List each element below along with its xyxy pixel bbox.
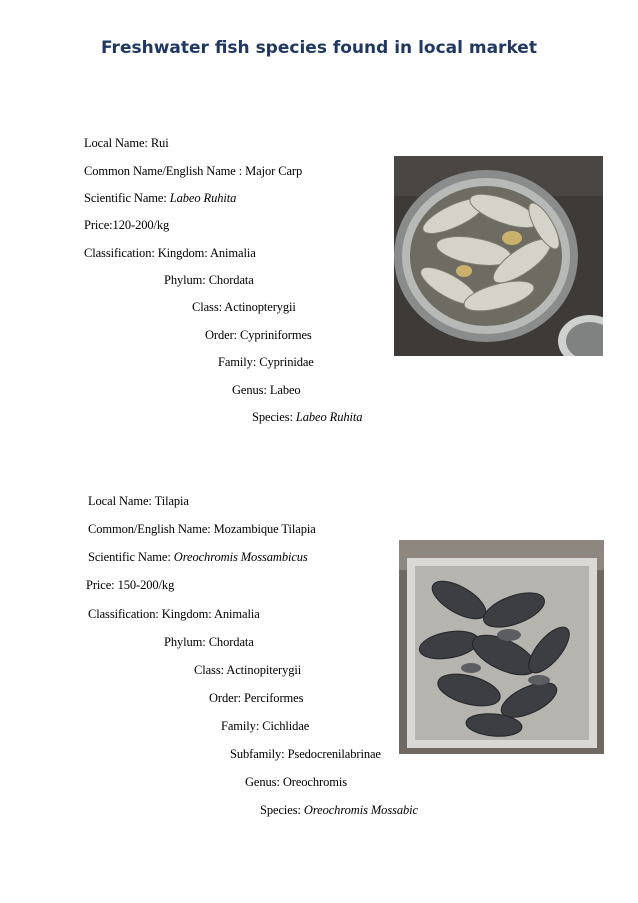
classification-kingdom: Classification: Kingdom: Animalia xyxy=(88,607,260,621)
scientific-name-label: Scientific Name: xyxy=(84,191,167,205)
page-title: Freshwater fish species found in local market xyxy=(101,38,537,58)
price: Price: 150-200/kg xyxy=(86,578,175,592)
species-label: Species: xyxy=(260,803,301,817)
scientific-name-value: Oreochromis Mossambicus xyxy=(173,550,308,564)
species-value: Labeo Ruhita xyxy=(295,410,363,424)
scientific-name-value: Labeo Ruhita xyxy=(169,191,237,205)
classification-class: Class: Actinopiterygii xyxy=(194,663,302,677)
classification-species xyxy=(252,410,362,425)
species-value: Oreochromis Mossabic xyxy=(303,803,418,817)
species-label: Species: xyxy=(252,410,293,424)
local-name: Local Name: Tilapia xyxy=(88,494,189,508)
scientific-name-label: Scientific Name: xyxy=(88,550,171,564)
scientific-name xyxy=(88,550,308,565)
classification-family: Family: Cyprinidae xyxy=(218,355,314,369)
classification-phylum: Phylum: Chordata xyxy=(164,273,254,287)
common-name: Common/English Name: Mozambique Tilapia xyxy=(88,522,316,536)
classification-class: Class: Actinopterygii xyxy=(192,300,296,314)
classification-order: Order: Cypriniformes xyxy=(205,328,312,342)
classification-family: Family: Cichlidae xyxy=(221,719,310,733)
scientific-name xyxy=(84,191,236,206)
classification-genus: Genus: Oreochromis xyxy=(245,775,347,789)
classification-subfamily: Subfamily: Psedocrenilabrinae xyxy=(230,747,381,761)
local-name: Local Name: Rui xyxy=(84,136,169,150)
tilapia-fish-photo xyxy=(399,540,604,754)
classification-genus: Genus: Labeo xyxy=(232,383,301,397)
classification-kingdom: Classification: Kingdom: Animalia xyxy=(84,246,256,260)
classification-order: Order: Perciformes xyxy=(209,691,304,705)
rui-fish-photo xyxy=(394,156,603,356)
classification-phylum: Phylum: Chordata xyxy=(164,635,254,649)
classification-species xyxy=(260,803,418,818)
common-name: Common Name/English Name : Major Carp xyxy=(84,164,303,178)
price: Price:120-200/kg xyxy=(84,218,170,232)
